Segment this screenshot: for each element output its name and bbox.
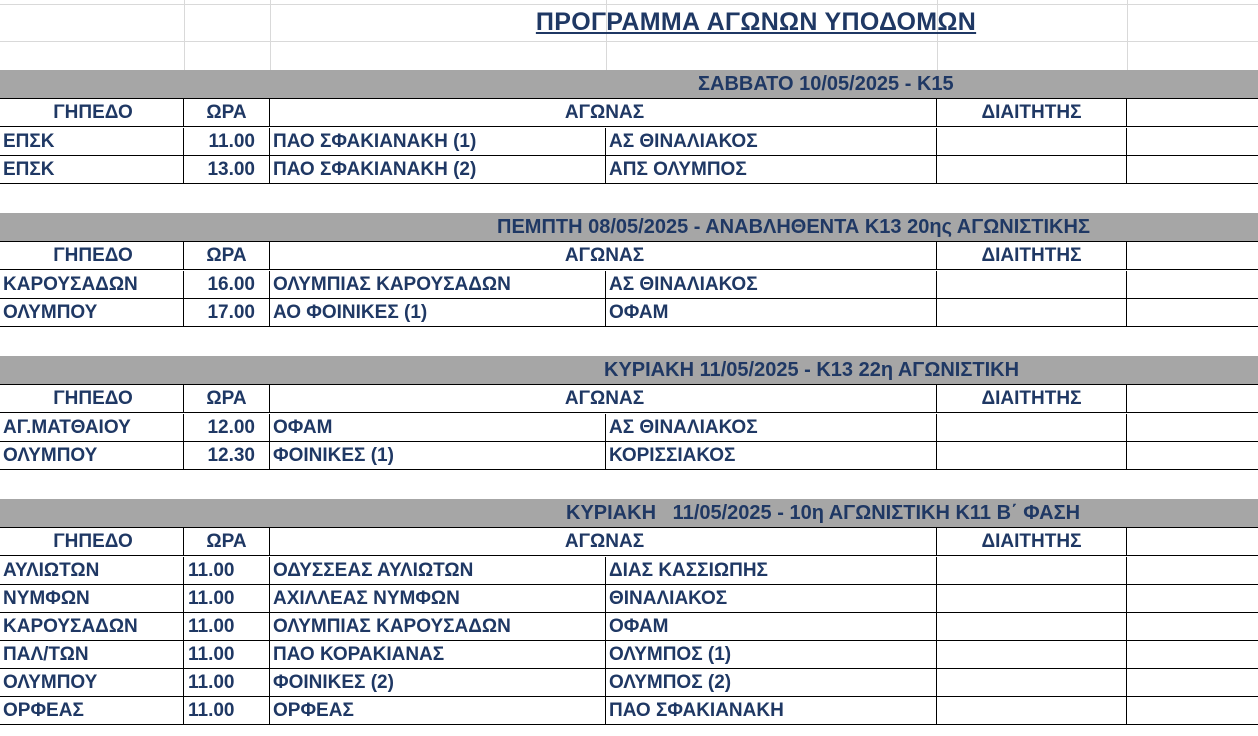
column-header-row — [0, 99, 1258, 127]
section-heading-text: ΚΥΡΙΑΚΗ 11/05/2025 - Κ13 22η ΑΓΩΝΙΣΤΙΚΗ — [604, 359, 1020, 381]
away-team-cell[interactable]: ΔΙΑΣ ΚΑΣΣΙΩΠΗΣ — [606, 557, 937, 585]
away-team-cell[interactable]: ΟΦΑΜ — [606, 299, 937, 327]
away-team-cell[interactable]: ΑΠΣ ΟΛΥΜΠΟΣ — [606, 156, 937, 184]
gridline — [0, 4, 1258, 5]
page-title: ΠΡΟΓΡΑΜΜΑ ΑΓΩΝΩΝ ΥΠΟΔΟΜΩΝ — [535, 8, 977, 36]
home-team-cell[interactable]: ΑΟ ΦΟΙΝΙΚΕΣ (1) — [270, 299, 606, 327]
home-team-cell[interactable]: ΑΧΙΛΛΕΑΣ ΝΥΜΦΩΝ — [270, 585, 606, 613]
away-team-cell[interactable]: ΚΟΡΙΣΣΙΑΚΟΣ — [606, 442, 937, 470]
time-cell[interactable]: 11.00 — [184, 697, 270, 725]
empty-cell[interactable] — [1127, 156, 1258, 184]
venue-cell[interactable]: ΟΛΥΜΠΟΥ — [0, 299, 184, 327]
table-row — [0, 271, 1258, 299]
referee-header[interactable]: ΔΙΑΙΤΗΤΗΣ — [937, 528, 1127, 556]
gridline — [0, 41, 1258, 42]
time-header[interactable]: ΩΡΑ — [184, 242, 270, 270]
time-cell[interactable]: 16.00 — [184, 271, 270, 299]
time-cell[interactable]: 11.00 — [184, 641, 270, 669]
column-header-row — [0, 385, 1258, 413]
empty-cell[interactable] — [1127, 613, 1258, 641]
venue-cell[interactable]: ΑΥΛΙΩΤΩΝ — [0, 557, 184, 585]
away-team-cell[interactable]: ΘΙΝΑΛΙΑΚΟΣ — [606, 585, 937, 613]
time-cell[interactable]: 13.00 — [184, 156, 270, 184]
venue-cell[interactable]: ΕΠΣΚ — [0, 156, 184, 184]
venue-header[interactable]: ΓΗΠΕΔΟ — [0, 99, 184, 127]
section-heading[interactable] — [0, 213, 1258, 242]
time-header[interactable]: ΩΡΑ — [184, 385, 270, 413]
time-cell[interactable]: 12.30 — [184, 442, 270, 470]
venue-cell[interactable]: ΟΛΥΜΠΟΥ — [0, 669, 184, 697]
table-row — [0, 613, 1258, 641]
home-team-cell[interactable]: ΟΛΥΜΠΙΑΣ ΚΑΡΟΥΣΑΔΩΝ — [270, 271, 606, 299]
match-header[interactable]: ΑΓΩΝΑΣ — [270, 385, 937, 413]
empty-cell[interactable] — [1127, 641, 1258, 669]
empty-cell[interactable] — [1127, 242, 1258, 270]
referee-cell[interactable] — [937, 557, 1127, 585]
referee-cell[interactable] — [937, 442, 1127, 470]
away-team-cell[interactable]: ΑΣ ΘΙΝΑΛΙΑΚΟΣ — [606, 414, 937, 442]
empty-cell[interactable] — [1127, 271, 1258, 299]
table-row — [0, 156, 1258, 184]
venue-cell[interactable]: ΚΑΡΟΥΣΑΔΩΝ — [0, 613, 184, 641]
referee-header[interactable]: ΔΙΑΙΤΗΤΗΣ — [937, 242, 1127, 270]
empty-cell[interactable] — [1127, 585, 1258, 613]
table-row — [0, 669, 1258, 697]
venue-header[interactable]: ΓΗΠΕΔΟ — [0, 528, 184, 556]
home-team-cell[interactable]: ΟΛΥΜΠΙΑΣ ΚΑΡΟΥΣΑΔΩΝ — [270, 613, 606, 641]
match-header[interactable]: ΑΓΩΝΑΣ — [270, 528, 937, 556]
match-header[interactable]: ΑΓΩΝΑΣ — [270, 242, 937, 270]
time-cell[interactable]: 11.00 — [184, 669, 270, 697]
home-team-cell[interactable]: ΟΡΦΕΑΣ — [270, 697, 606, 725]
empty-cell[interactable] — [1127, 669, 1258, 697]
time-cell[interactable]: 11.00 — [184, 585, 270, 613]
referee-cell[interactable] — [937, 697, 1127, 725]
table-row — [0, 299, 1258, 327]
column-header-row — [0, 528, 1258, 556]
venue-cell[interactable]: ΑΓ.ΜΑΤΘΑΙΟΥ — [0, 414, 184, 442]
time-cell[interactable]: 11.00 — [184, 128, 270, 156]
table-row — [0, 414, 1258, 442]
time-cell[interactable]: 11.00 — [184, 557, 270, 585]
referee-cell[interactable] — [937, 414, 1127, 442]
away-team-cell[interactable]: ΟΦΑΜ — [606, 613, 937, 641]
time-header[interactable]: ΩΡΑ — [184, 528, 270, 556]
time-cell[interactable]: 17.00 — [184, 299, 270, 327]
home-team-cell[interactable]: ΠΑΟ ΣΦΑΚΙΑΝΑΚΗ (1) — [270, 128, 606, 156]
away-team-cell[interactable]: ΑΣ ΘΙΝΑΛΙΑΚΟΣ — [606, 128, 937, 156]
away-team-cell[interactable]: ΟΛΥΜΠΟΣ (2) — [606, 669, 937, 697]
match-header[interactable]: ΑΓΩΝΑΣ — [270, 99, 937, 127]
referee-cell[interactable] — [937, 271, 1127, 299]
empty-cell[interactable] — [1127, 99, 1258, 127]
referee-cell[interactable] — [937, 613, 1127, 641]
time-cell[interactable]: 11.00 — [184, 613, 270, 641]
away-team-cell[interactable]: ΑΣ ΘΙΝΑΛΙΑΚΟΣ — [606, 271, 937, 299]
home-team-cell[interactable]: ΦΟΙΝΙΚΕΣ (2) — [270, 669, 606, 697]
referee-cell[interactable] — [937, 299, 1127, 327]
empty-cell[interactable] — [1127, 385, 1258, 413]
home-team-cell[interactable]: ΟΦΑΜ — [270, 414, 606, 442]
section-heading-text: ΚΥΡΙΑΚΗ 11/05/2025 - 10η ΑΓΩΝΙΣΤΙΚΗ Κ11 Β΄ ΦΑΣΗ — [566, 502, 1081, 524]
column-header-row — [0, 242, 1258, 270]
home-team-cell[interactable]: ΠΑΟ ΣΦΑΚΙΑΝΑΚΗ (2) — [270, 156, 606, 184]
referee-cell[interactable] — [937, 128, 1127, 156]
home-team-cell[interactable]: ΠΑΟ ΚΟΡΑΚΙΑΝΑΣ — [270, 641, 606, 669]
venue-header[interactable]: ΓΗΠΕΔΟ — [0, 242, 184, 270]
table-row — [0, 128, 1258, 156]
section-heading-text: ΠΕΜΠΤΗ 08/05/2025 - ΑΝΑΒΛΗΘΕΝΤΑ Κ13 20ης ΑΓΩΝΙΣΤΙΚΗΣ — [497, 216, 1090, 238]
home-team-cell[interactable]: ΟΔΥΣΣΕΑΣ ΑΥΛΙΩΤΩΝ — [270, 557, 606, 585]
venue-cell[interactable]: ΟΡΦΕΑΣ — [0, 697, 184, 725]
venue-cell[interactable]: ΚΑΡΟΥΣΑΔΩΝ — [0, 271, 184, 299]
venue-cell[interactable]: ΕΠΣΚ — [0, 128, 184, 156]
venue-header[interactable]: ΓΗΠΕΔΟ — [0, 385, 184, 413]
empty-cell[interactable] — [1127, 697, 1258, 725]
empty-cell[interactable] — [1127, 128, 1258, 156]
referee-cell[interactable] — [937, 641, 1127, 669]
empty-cell[interactable] — [1127, 528, 1258, 556]
time-cell[interactable]: 12.00 — [184, 414, 270, 442]
away-team-cell[interactable]: ΠΑΟ ΣΦΑΚΙΑΝΑΚΗ — [606, 697, 937, 725]
table-row — [0, 442, 1258, 470]
empty-cell[interactable] — [1127, 299, 1258, 327]
venue-cell[interactable]: ΠΑΛ/ΤΩΝ — [0, 641, 184, 669]
referee-header[interactable]: ΔΙΑΙΤΗΤΗΣ — [937, 99, 1127, 127]
table-row — [0, 557, 1258, 585]
section-heading[interactable] — [0, 356, 1258, 385]
empty-cell[interactable] — [1127, 414, 1258, 442]
section-heading[interactable] — [0, 70, 1258, 99]
table-row — [0, 641, 1258, 669]
venue-cell[interactable]: ΟΛΥΜΠΟΥ — [0, 442, 184, 470]
referee-header[interactable]: ΔΙΑΙΤΗΤΗΣ — [937, 385, 1127, 413]
referee-cell[interactable] — [937, 156, 1127, 184]
referee-cell[interactable] — [937, 585, 1127, 613]
empty-cell[interactable] — [1127, 442, 1258, 470]
time-header[interactable]: ΩΡΑ — [184, 99, 270, 127]
table-row — [0, 585, 1258, 613]
away-team-cell[interactable]: ΟΛΥΜΠΟΣ (1) — [606, 641, 937, 669]
table-row — [0, 697, 1258, 725]
empty-cell[interactable] — [1127, 557, 1258, 585]
section-heading[interactable] — [0, 499, 1258, 528]
section-heading-text: ΣΑΒΒΑΤΟ 10/05/2025 - Κ15 — [698, 73, 954, 95]
venue-cell[interactable]: ΝΥΜΦΩΝ — [0, 585, 184, 613]
referee-cell[interactable] — [937, 669, 1127, 697]
home-team-cell[interactable]: ΦΟΙΝΙΚΕΣ (1) — [270, 442, 606, 470]
